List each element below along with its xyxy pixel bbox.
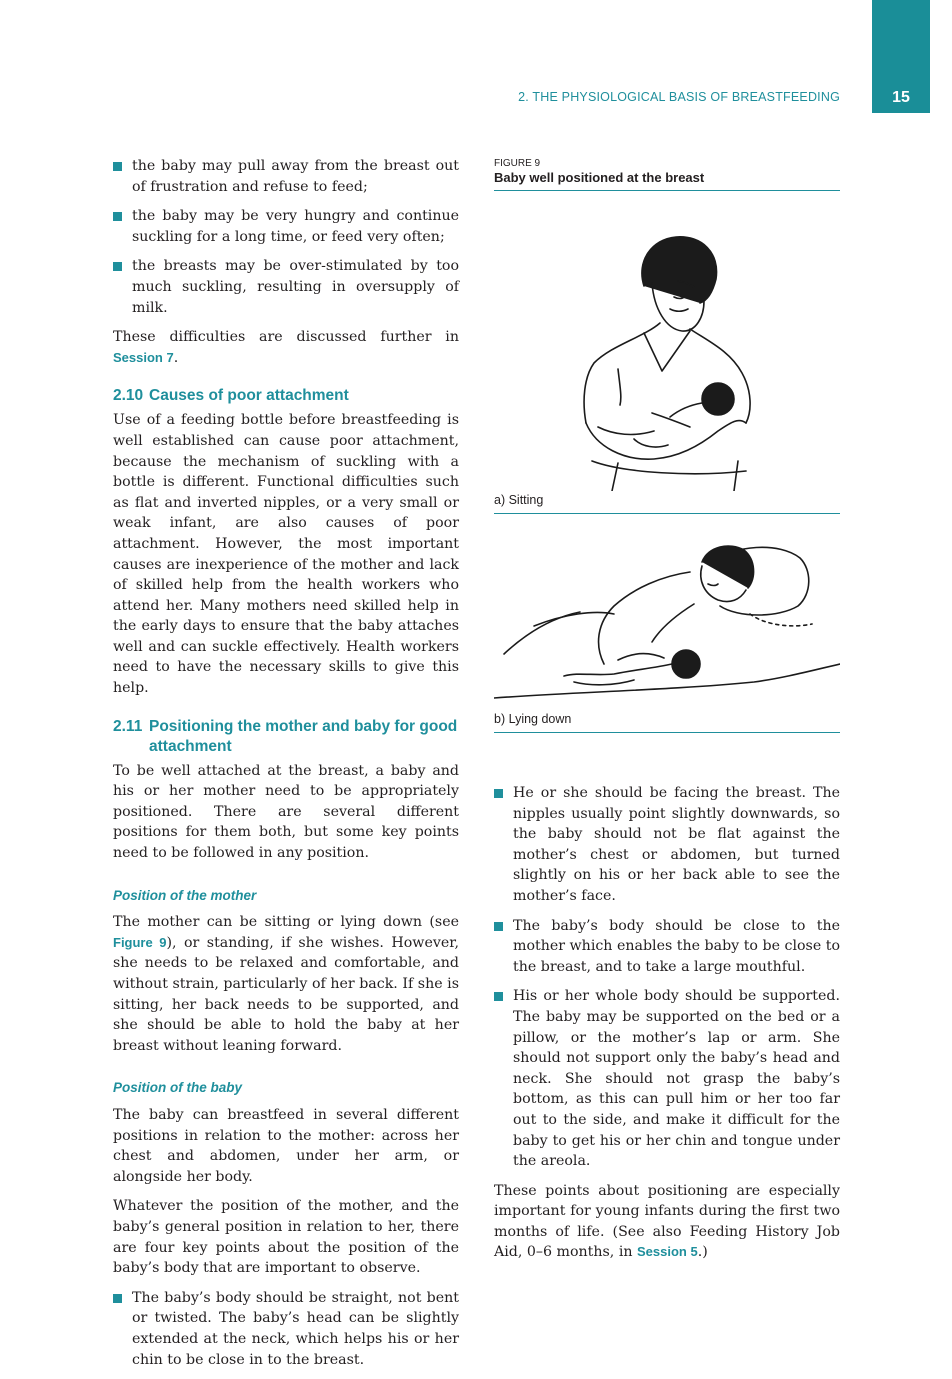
bullet-item: The baby’s body should be straight, not bent or twisted. The baby’s head can be slightly extended at the neck, which helps his or her chin to be close in to the breast. [113, 1288, 459, 1370]
position-of-mother-heading: Position of the mother [113, 887, 257, 903]
running-head: 2. THE PHYSIOLOGICAL BASIS OF BREASTFEEDING [518, 90, 840, 104]
session-5-link[interactable]: Session 5 [637, 1244, 698, 1260]
closing-paragraph: These points about positioning are especially important for young infants during the first two months of life. (See also Feeding History Job Aid, 0–6 months, in Session 5.) [494, 1182, 840, 1261]
bullet-item: His or her whole body should be supported. The baby may be supported on the bed or a pillow, or the mother’s lap or arm. She should not support only the baby’s head and neck. She should not grasp the baby’s bottom, as this can pull him or her too far out to the side, and make it difficult for the baby to get his or her chin and tongue under the areola. [494, 986, 840, 1171]
bullet-item: the breasts may be over-stimulated by too much suckling, resulting in oversupply of milk. [113, 256, 459, 318]
figure-label: FIGURE 9 [494, 158, 541, 169]
position-of-baby-paragraph-2: Whatever the position of the mother, and the baby’s general position in relation to her, there are four key points about the position of the baby’s body that are important to observe. [113, 1198, 459, 1277]
bullet-item: the baby may be very hungry and continue suckling for a long time, or feed very often; [113, 206, 459, 247]
session-7-link[interactable]: Session 7 [113, 349, 174, 365]
caption-rule [494, 732, 840, 733]
bullet-square-icon [113, 1294, 122, 1303]
figure-9 [494, 158, 840, 733]
right-column [494, 783, 840, 1272]
lying-down-illustration [494, 514, 840, 710]
sitting-illustration [494, 191, 840, 491]
bullet-square-icon [494, 922, 503, 931]
bullet-item: He or she should be facing the breast. The nipples usually point slightly downwards, so the baby should not be flat against the mother’s chest or abdomen, but turned slightly on his or her back able to see the mother’s face. [494, 783, 840, 907]
position-of-baby-paragraph-1: The baby can breastfeed in several different positions in relation to the mother: across her chest and abdomen, under her arm, or alongside her body. [113, 1106, 459, 1185]
caption-sitting: a) Sitting [494, 493, 544, 507]
section-2-11-paragraph: To be well attached at the breast, a baby and his or her mother need to be appropriately positioned. There are several different positions for them both, but some key points need to be followed in any position. [113, 762, 459, 862]
position-of-mother-paragraph: The mother can be sitting or lying down (see Figure 9), or standing, if she wishes. However, she needs to be relaxed and comfortable, and without strain, particularly of her back. If she is sitting, her back needs to be supported, and she should be able to hold the baby at her breast without leaning forward. [113, 914, 459, 1054]
bullet-item: The baby’s body should be close to the mother which enables the baby to be close to the breast, and to take a large mouthful. [494, 916, 840, 978]
page-number-tab [872, 0, 930, 113]
difficulties-paragraph: These difficulties are discussed further in Session 7. [113, 329, 459, 366]
left-column [113, 156, 459, 1379]
bullet-square-icon [494, 992, 503, 1001]
figure-9-link[interactable]: Figure 9 [113, 934, 167, 950]
caption-lying-down: b) Lying down [494, 712, 572, 726]
section-2-11-heading: 2.11 Positioning the mother and baby for good attachment [113, 717, 458, 755]
bullet-square-icon [113, 262, 122, 271]
bullet-item: the baby may pull away from the breast out of frustration and refuse to feed; [113, 156, 459, 197]
bullet-square-icon [494, 789, 503, 798]
section-2-10-heading: 2.10 Causes of poor attachment [113, 387, 349, 405]
section-number: 2.11 [113, 717, 143, 735]
position-of-baby-heading: Position of the baby [113, 1080, 243, 1096]
page-number: 15 [892, 89, 910, 106]
section-2-10-paragraph: Use of a feeding bottle before breastfeeding is well established can cause poor attachment, because the mechanism of suckling with a bottle is different. Functional difficulties such as flat and inverted nipples, or a very small or weak infant, are also causes of poor attachment. However, the most important causes are inexperience of the mother and lack of skilled help from the health workers who attend her. Many mothers need skilled help in the early days to ensure that the baby attaches well and can suckle effectively. Health workers need to have the necessary skills to give this help. [113, 412, 459, 697]
bullet-square-icon [113, 162, 122, 171]
section-number: 2.10 [113, 387, 144, 405]
figure-title: Baby well positioned at the breast [494, 170, 705, 185]
bullet-square-icon [113, 212, 122, 221]
